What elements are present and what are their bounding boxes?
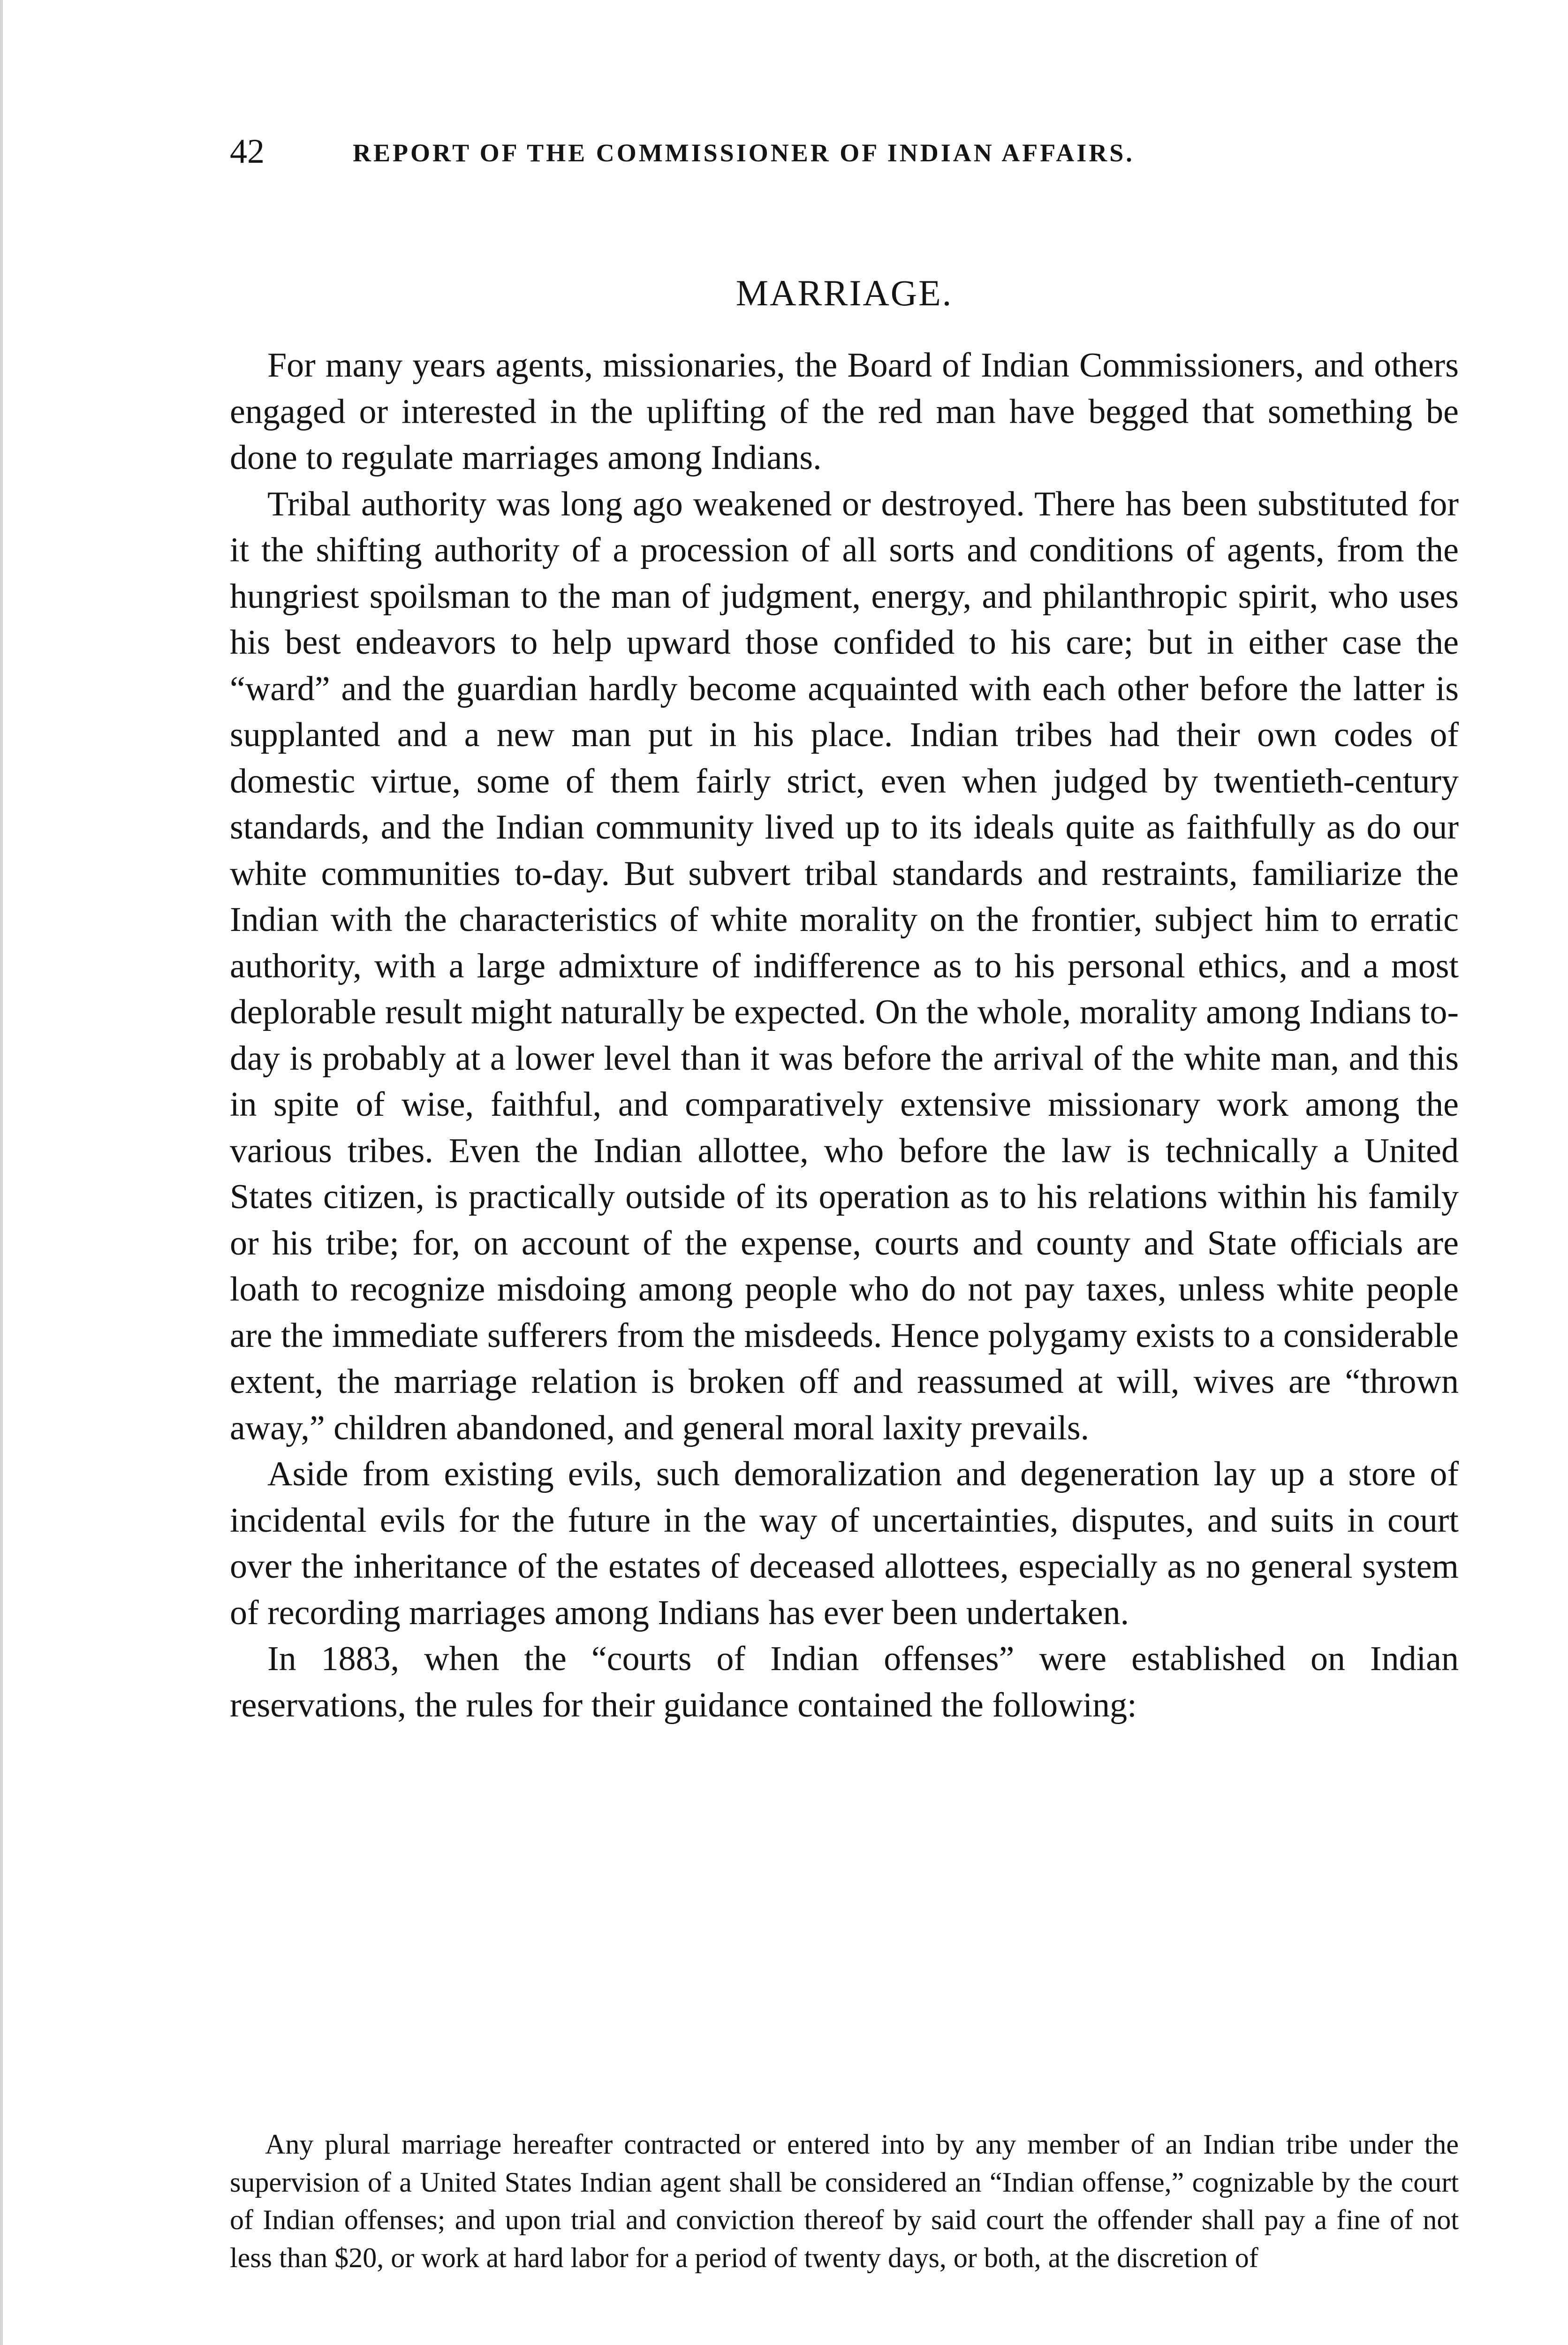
running-head — [230, 127, 1341, 178]
body-text — [230, 342, 1459, 1728]
scan-edge-left — [0, 0, 3, 2345]
running-title: REPORT OF THE COMMISSIONER OF INDIAN AFFAIRS. — [353, 139, 1135, 167]
quotation-paragraph: Any plural marriage hereafter contracted or entered into by any member of an Indian tribe under the supervision of a United States Indian agent shall be considered an “Indian offense,” cognizable by the court of Indian offenses; and upon trial and conviction thereof by said court the offender shall pay a fine of not less than $20, or work at hard labor for a period of twenty days, or both, at the discretion of — [230, 2129, 1459, 2273]
paragraph: In 1883, when the “courts of Indian offenses” were established on Indian reservations, the rules for their guidance contained the following: — [230, 1640, 1459, 1725]
paragraph: Aside from existing evils, such demoralization and degeneration lay up a store of incidental evils for the future in the way of uncertainties, disputes, and suits in court over the inheritance of the estates of deceased allottees, especially as no general system of recording marriages among Indians has ever been undertaken. — [230, 1455, 1459, 1632]
page-number: 42 — [230, 132, 265, 171]
paragraph: Tribal authority was long ago weakened or destroyed. There has been substituted for it the shifting authority of a procession of all sorts and conditions of agents, from the hungriest spoilsman to the man of judgment, energy, and philanthropic spirit, who uses his best endeavors to help upward those confided to his care; but in either case the “ward” and the guardian hardly become acquainted with each other before the latter is supplanted and a new man put in his place. Indian tribes had their own codes of domestic virtue, some of them fairly strict, even when judged by twentieth-century standards, and the Indian community lived up to its ideals quite as faithfully as do our white communities to-day. But subvert tribal standards and restraints, familiarize the Indian with the characteristics of white morality on the frontier, subject him to erratic authority, with a large admixture of indifference as to his personal ethics, and a most deplorable result might naturally be expected. On the whole, morality among Indians to-day is probably at a lower level than it was before the arrival of the white man, and this in spite of wise, faithful, and comparatively extensive missionary work among the various tribes. Even the Indian allottee, who before the law is technically a United States citizen, is practically outside of its operation as to his relations within his family or his tribe; for, on account of the expense, courts and county and State officials are loath to recognize misdoing among people who do not pay taxes, unless white people are the immediate sufferers from the misdeeds. Hence polygamy exists to a considerable extent, the marriage relation is broken off and reassumed at will, wives are “thrown away,” children abandoned, and general moral laxity prevails. — [230, 484, 1459, 1447]
section-heading: MARRIAGE. — [735, 272, 953, 313]
block-quotation — [230, 2126, 1459, 2277]
paragraph: For many years agents, missionaries, the Board of Indian Commissioners, and others engaged or interested in the uplifting of the red man have begged that something be done to regulate marriages among Indians. — [230, 346, 1459, 477]
